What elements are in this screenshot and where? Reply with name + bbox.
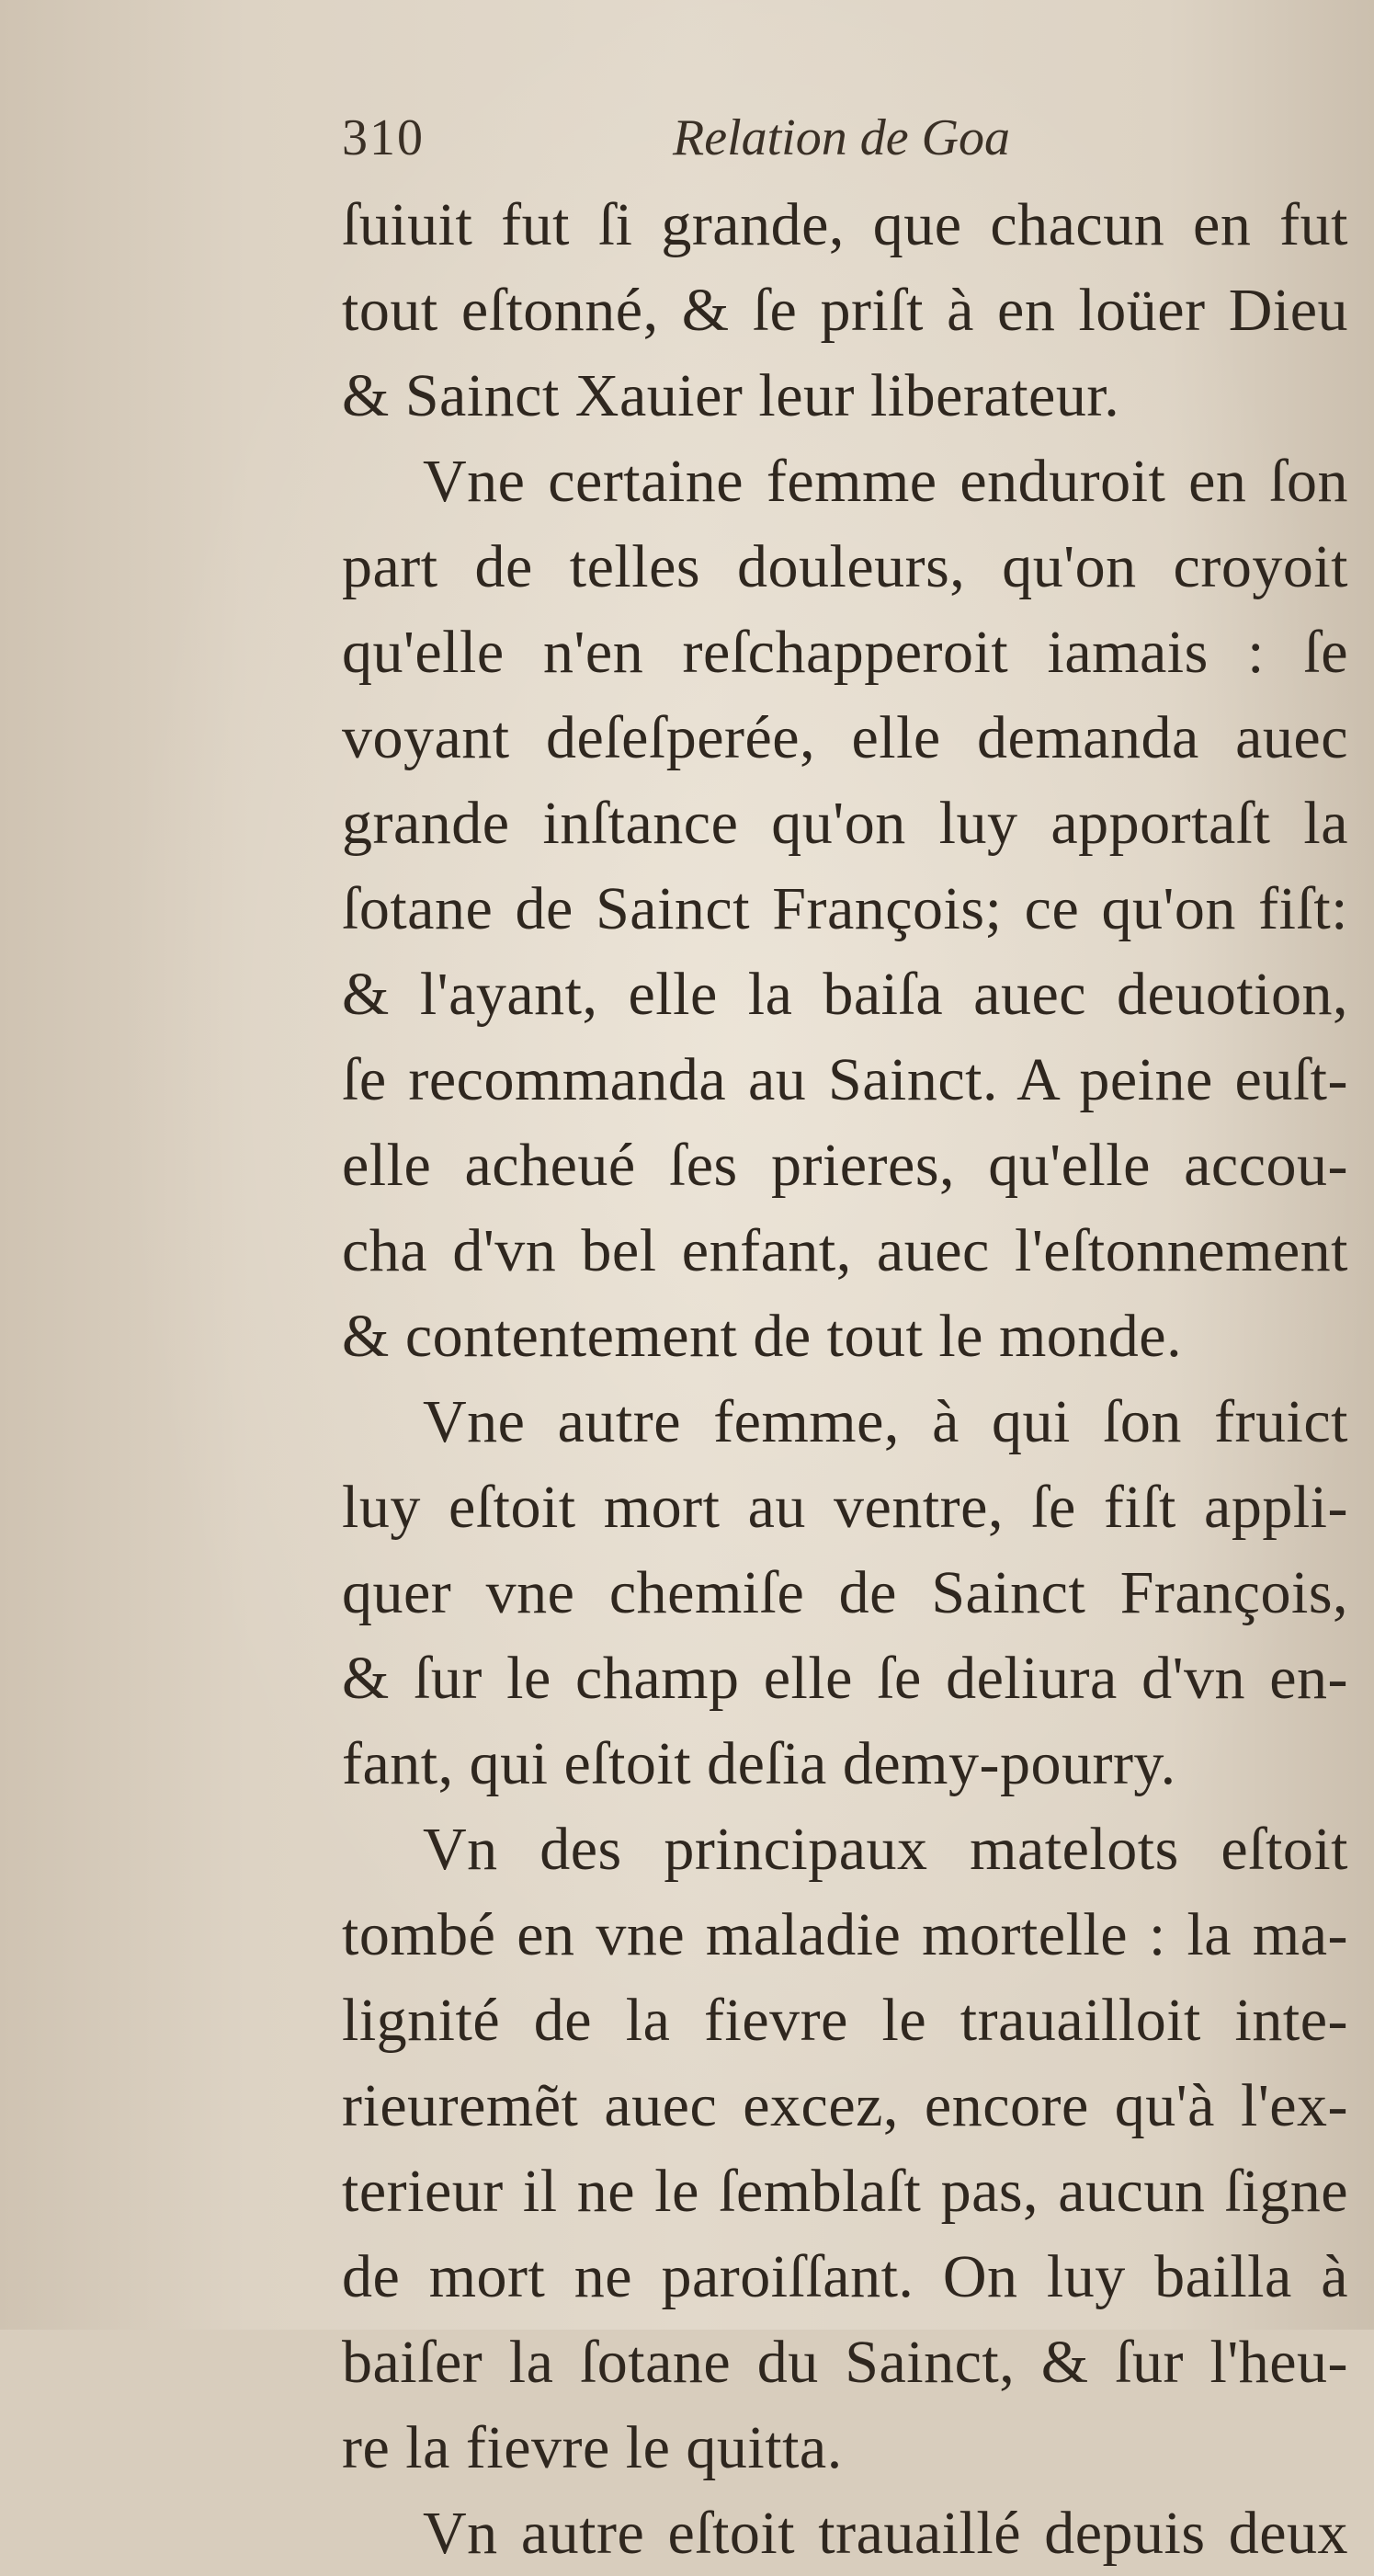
text-line: tombé en vne maladie mortelle : la ma- [342, 1901, 1348, 1968]
text-line: Vne autre femme, à qui ſon fruict [423, 1388, 1348, 1455]
text-line: & l'ayant, elle la baiſa auec deuotion, [342, 961, 1348, 1028]
text-line: grande inſtance qu'on luy apportaſt la [342, 790, 1348, 857]
text-line: cha d'vn bel enfant, auec l'eſtonnement [342, 1217, 1348, 1284]
text-line: de mort ne paroiſſant. On luy bailla à [342, 2243, 1348, 2310]
text-line: Vne certaine femme enduroit en ſon [423, 448, 1348, 515]
text-line: & contentement de tout le monde. [342, 1303, 1183, 1370]
text-line: rieuremẽt auec excez, encore qu'à l'ex- [342, 2072, 1348, 2139]
text-line: & Sainct Xauier leur liberateur. [342, 362, 1120, 429]
text-line: baiſer la ſotane du Sainct, & ſur l'heu- [342, 2329, 1348, 2396]
text-line: qu'elle n'en reſchapperoit iamais : ſe [342, 619, 1348, 686]
text-line: quer vne chemiſe de Sainct François, [342, 1559, 1348, 1626]
text-line: ſuiuit fut ſi grande, que chacun en fut [342, 191, 1348, 258]
text-line: ſotane de Sainct François; ce qu'on fiſt: [342, 875, 1348, 942]
text-line: fant, qui eſtoit deſia demy-pourry. [342, 1730, 1176, 1797]
text-line: luy eſtoit mort au ventre, ſe fiſt appli- [342, 1474, 1348, 1541]
text-line: Vn autre eſtoit trauaillé depuis deux [423, 2500, 1348, 2567]
page-header [342, 108, 1334, 182]
text-line: & ſur le champ elle ſe deliura d'vn en- [342, 1645, 1348, 1712]
text-line: elle acheué ſes prieres, qu'elle accou- [342, 1132, 1348, 1199]
text-line: lignité de la fievre le trauailloit inte- [342, 1987, 1348, 2054]
text-line: ſe recommanda au Sainct. A peine euſt- [342, 1046, 1348, 1113]
text-line: terieur il ne le ſemblaſt pas, aucun ſigne [342, 2158, 1348, 2225]
body-text [342, 182, 1348, 2576]
text-line: Vn des principaux matelots eſtoit [423, 1816, 1348, 1883]
page-number: 310 [342, 109, 425, 166]
text-line: tout eſtonné, & ſe priſt à en loüer Dieu [342, 277, 1348, 344]
text-line: re la fievre le quitta. [342, 2414, 843, 2481]
text-line: voyant deſeſperée, elle demanda auec [342, 704, 1348, 771]
text-line: part de telles douleurs, qu'on croyoit [342, 533, 1348, 600]
running-title: Relation de Goa [673, 109, 1011, 166]
